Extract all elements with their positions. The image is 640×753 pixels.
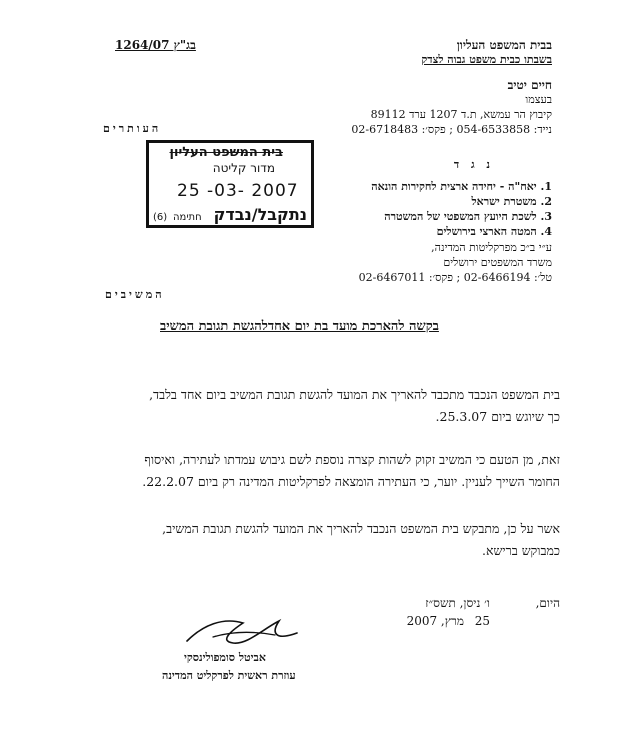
court-subtitle: בשבתו כבית משפט גבוה לצדק	[421, 53, 552, 66]
paragraph-2-line-2: החומר השייך לעניין. יוער, כי העתירה הומצאה לפרקליטות המדינה רק ביום 22.2.07.	[142, 474, 560, 489]
respondent-3: 3. לשכת היועץ המשפטי של המשטרה	[384, 210, 552, 223]
paragraph-3-line-1: אשר על כן, מתבקש בית המשפט הנכבד להאריך את המועד להגשת תגובת המשיב,	[162, 521, 560, 536]
gregorian-date: מרץ, 2007	[406, 614, 464, 628]
stamp-department: מדור קליטה	[212, 161, 275, 175]
stamp-number: (6)	[153, 212, 168, 223]
stamp-signature-label: חתימה	[173, 212, 202, 223]
stamp-date: 25 -03- 2007	[177, 181, 299, 201]
paragraph-1-line-2: כך שיוגש ביום 25.3.07.	[435, 409, 560, 424]
paragraph-2	[142, 449, 560, 493]
today-label: היום,	[535, 596, 560, 610]
counsel-phones: טל׳: 02-6466194 ; פקס׳: 02-6467011	[358, 271, 552, 284]
respondent-1: 1. יאח"ה - יחידה ארצית לחקירות הונאה	[371, 180, 552, 193]
petitioner-phones: נייד: 054-6533858 ; פקס׳: 02-6718483	[351, 123, 552, 136]
hebrew-date: ו׳ ניסן, תשס״ז	[425, 596, 490, 610]
case-number: בג"ץ 1264/07	[115, 38, 196, 52]
counsel-line-2: משרד המשפטים ירושלים	[443, 256, 552, 269]
stamp-received: נתקבל/נבדק	[213, 205, 307, 224]
received-stamp	[146, 140, 314, 228]
signer-name: אביטל סומפולינסקי	[184, 651, 266, 664]
paragraph-1-line-1: בית המשפט הנכבד מתכבד להאריך את המועד להגשת תגובת המשיב ביום אחד בלבד,	[149, 387, 560, 402]
stamp-court: בית המשפט העליון	[169, 145, 283, 160]
paragraph-2-line-1: זאת, מן הטעם כי המשיב זקוק לשהות קצרה נוספת לשם גיבוש עמדתו לעתירה, ואיסוף	[144, 452, 560, 467]
respondents-label: המשיבים	[105, 288, 165, 301]
petitioners-label: העותרים	[103, 122, 162, 135]
petitioner-address: קיבוץ הר עמשא, ת.ד 1207 ערד 89112	[370, 108, 552, 121]
versus-label: נ ג ד	[453, 158, 494, 171]
document-title: בקשה להארכת מועד בת יום אחדלהגשת תגובת המשיב	[160, 319, 439, 334]
respondent-2: 2. משטרת ישראל	[471, 195, 552, 208]
day-number: 25	[474, 614, 490, 628]
paragraph-1	[149, 384, 560, 428]
paragraph-3-line-2: כמבוקש ברישא.	[481, 543, 560, 558]
court-name: בבית המשפט העליון	[456, 38, 552, 52]
signer-title: עוזרת ראשית לפרקליט המדינה	[162, 669, 296, 682]
petitioner-representation: בעצמו	[525, 93, 552, 106]
counsel-line-1: ע״י ב״כ מפרקליטות המדינה,	[431, 241, 552, 254]
respondent-4: 4. המטה הארצי בירושלים	[436, 225, 552, 238]
handwritten-signature	[183, 611, 301, 651]
paragraph-3	[162, 518, 560, 562]
petitioner-name: חיים יטיב	[507, 78, 552, 92]
